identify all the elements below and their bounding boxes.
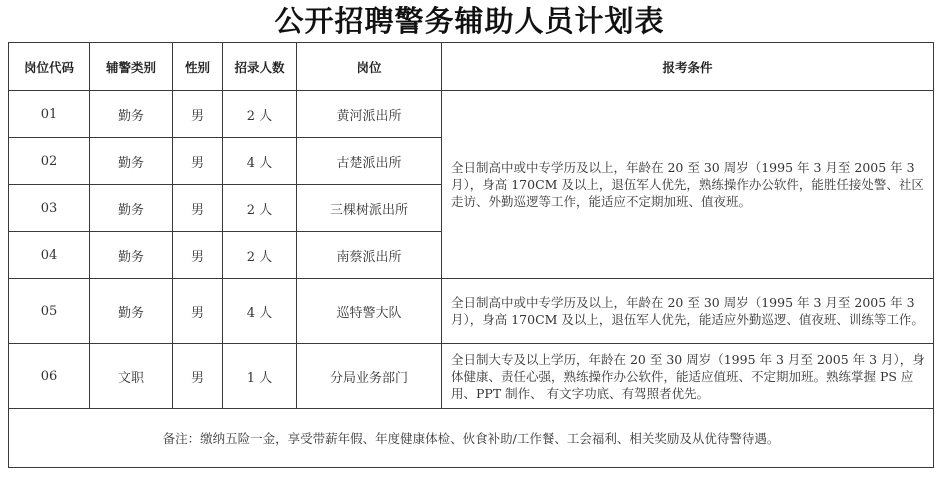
cell-category: 勤务 [90, 279, 173, 344]
header-gender: 性别 [173, 43, 223, 91]
cell-post: 古楚派出所 [297, 138, 442, 185]
cell-code: 02 [9, 138, 90, 185]
cell-gender: 男 [173, 344, 223, 409]
cell-code: 03 [9, 185, 90, 232]
cell-gender: 男 [173, 138, 223, 185]
cell-count: 2 人 [223, 232, 297, 279]
page-title: 公开招聘警务辅助人员计划表 [274, 4, 665, 38]
cell-gender: 男 [173, 232, 223, 279]
header-post: 岗位 [297, 43, 442, 91]
cell-count: 2 人 [223, 185, 297, 232]
cell-post: 分局业务部门 [297, 344, 442, 409]
table-row [9, 279, 934, 344]
table-row [9, 344, 934, 409]
cell-post: 三棵树派出所 [297, 185, 442, 232]
cell-post: 巡特警大队 [297, 279, 442, 344]
header-code: 岗位代码 [9, 43, 90, 91]
header-category: 辅警类别 [90, 43, 173, 91]
cell-code: 06 [9, 344, 90, 409]
table-row [9, 91, 934, 138]
cell-category: 勤务 [90, 138, 173, 185]
header-count: 招录人数 [223, 43, 297, 91]
cell-category: 勤务 [90, 232, 173, 279]
cell-category: 勤务 [90, 185, 173, 232]
table-header-row [9, 43, 934, 91]
cell-category: 勤务 [90, 91, 173, 138]
note-row [9, 409, 934, 468]
cell-requirements-06: 全日制大专及以上学历，年龄在 20 至 30 周岁（1995 年 3 月至 2005 年 3 月），身体健康、责任心强，熟练操作办公软件，能适应值班、不定期加班。熟练掌握 PS 应用、PPT 制作、 有文字功底、有驾照者优先。 [442, 344, 934, 409]
cell-count: 2 人 [223, 91, 297, 138]
cell-code: 04 [9, 232, 90, 279]
header-requirements: 报考条件 [442, 43, 934, 91]
cell-gender: 男 [173, 279, 223, 344]
cell-post: 南蔡派出所 [297, 232, 442, 279]
cell-requirements-05: 全日制高中或中专学历及以上，年龄在 20 至 30 周岁（1995 年 3 月至 2005 年 3 月），身高 170CM 及以上，退伍军人优先，能适应外勤巡逻、值夜班、训练等工作。 [442, 279, 934, 344]
cell-gender: 男 [173, 91, 223, 138]
cell-count: 4 人 [223, 138, 297, 185]
cell-post: 黄河派出所 [297, 91, 442, 138]
recruitment-plan-table [8, 42, 934, 468]
cell-category: 文职 [90, 344, 173, 409]
cell-code: 01 [9, 91, 90, 138]
remarks-note: 备注：缴纳五险一金，享受带薪年假、年度健康体检、伙食补助/工作餐、工会福利、相关奖励及从优待警待遇。 [9, 409, 934, 468]
cell-requirements-01-04: 全日制高中或中专学历及以上，年龄在 20 至 30 周岁（1995 年 3 月至 2005 年 3 月），身高 170CM 及以上，退伍军人优先，熟练操作办公软件，能胜任接处警、社区走访、外勤巡逻等工作，能适应不定期加班、值夜班。 [442, 91, 934, 279]
cell-count: 4 人 [223, 279, 297, 344]
cell-code: 05 [9, 279, 90, 344]
cell-gender: 男 [173, 185, 223, 232]
cell-count: 1 人 [223, 344, 297, 409]
